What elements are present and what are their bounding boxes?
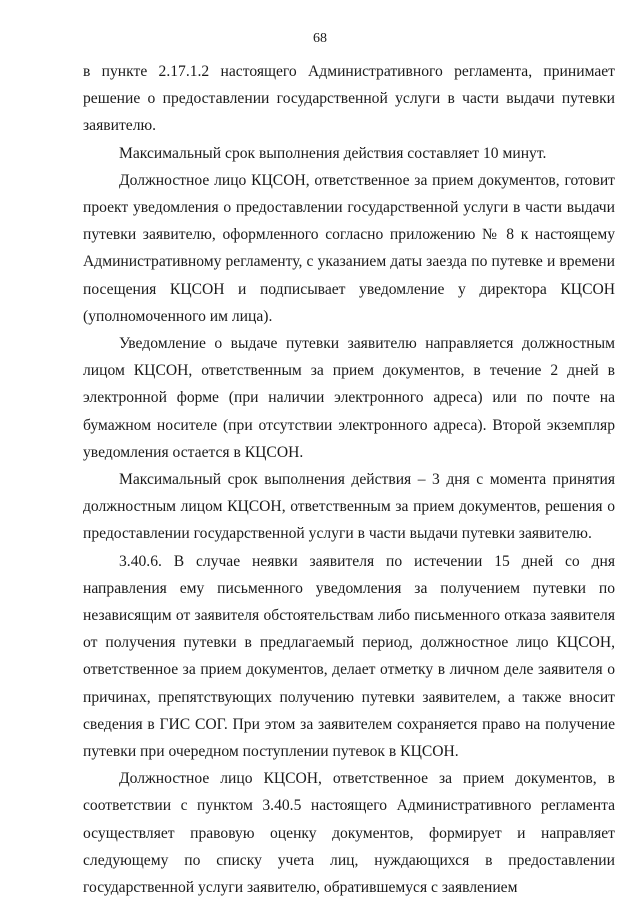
paragraph-notification-draft: Должностное лицо КЦСОН, ответственное за прием документов, готовит проект уведомления о предоставлении государственной услуги в части выдачи путевки заявителю, оформленного согласно приложению № 8 к настоящему Административному регламенту, с указанием даты заезда по путевке и времени посещения КЦСОН и подписывает уведомление у директора КЦСОН (уполномоченного им лица). (83, 171, 615, 325)
paragraph-max-time-10min: Максимальный срок выполнения действия составляет 10 минут. (119, 144, 547, 162)
paragraph-legal-assessment: Должностное лицо КЦСОН, ответственное за прием документов, в соответствии с пунктом 3.40.5 настоящего Административного регламента осуществляет правовую оценку документов, формирует и направляет следующему по списку учета лиц, нуждающихся в предоставлении государственной услуги заявителю, обратившемуся с заявлением (83, 770, 615, 897)
paragraph-continuation: в пункте 2.17.1.2 настоящего Административного регламента, принимает решение о предоставлении государственной услуги в части выдачи путевки заявителю. (83, 63, 615, 135)
paragraph-max-time-3days: Максимальный срок выполнения действия – 3 дня с момента принятия должностным лицом КЦСОН, ответственным за прием документов, решения о предоставлении государственной услуги в части выдачи путевки заявителю. (83, 471, 615, 543)
page-number: 68 (313, 31, 327, 46)
paragraph-section-3-40-6: 3.40.6. В случае неявки заявителя по истечении 15 дней со дня направления ему письменного уведомления за получением путевки по независящим от заявителя обстоятельствам либо письменного отказа заявителя от получения путевки в предлагаемый период, должностное лицо КЦСОН, ответственное за прием документов, делает отметку в личном деле заявителя о причинах, препятствующих получению путевки заявителем, а также вносит сведения в ГИС СОГ. При этом за заявителем сохраняется право на получение путевки при очередном поступлении путевок в КЦСОН. (83, 552, 615, 761)
paragraph-notification-delivery: Уведомление о выдаче путевки заявителю направляется должностным лицом КЦСОН, ответственным за прием документов, в течение 2 дней в электронной форме (при наличии электронного адреса) или по почте на бумажном носителе (при отсутствии электронного адреса). Второй экземпляр уведомления остается в КЦСОН. (83, 335, 615, 461)
document-body (83, 58, 615, 901)
